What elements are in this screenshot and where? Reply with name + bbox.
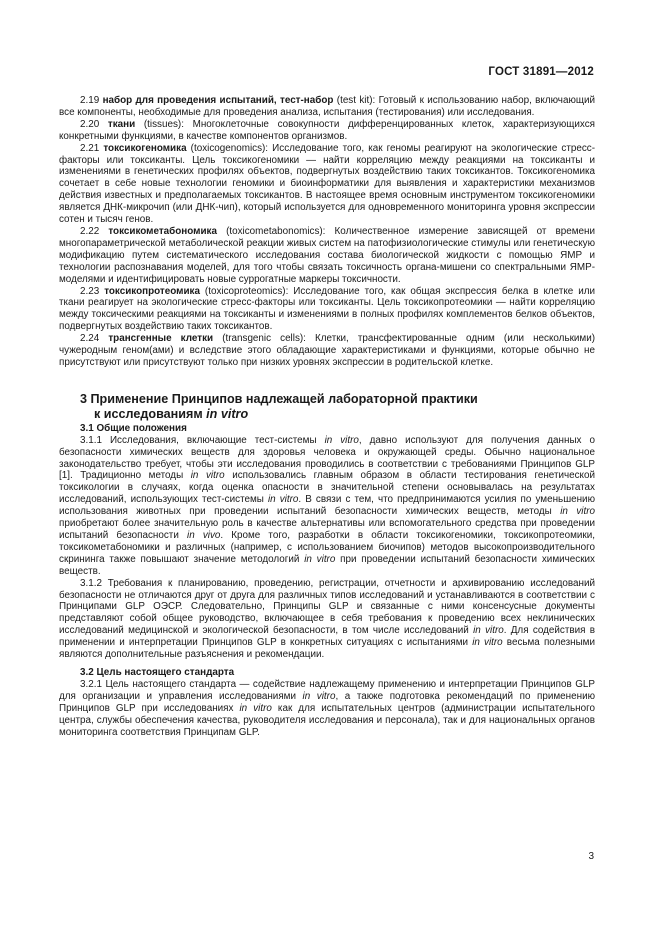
paragraph-3-1-1: 3.1.1 Исследования, включающие тест-системы in vitro, давно используют для получения данных о безопасности химических веществ для здоровья человека и окружающей среды. Обычно национальное законодательство требует, чтобы эти исследования проводились в соответствии с требованиями Принципов GLP [1]. Традиционно методы in vitro использовались главным образом в области тестирования генетической токсикологии в случаях, когда оценка опасности в значительной степени основывалась на результатах исследований, использующих тест-системы in vitro. В связи с тем, что предпринимаются усилия по уменьшению использования животных при проведении испытаний безопасности химических веществ, методы in vitro приобретают более значительную роль в качестве альтернативы или вспомогательного средства при проведении испытаний безопасности in vivo. Кроме того, разработки в области токсикогеномики, токсикопротеомики, токсикометабономики и различных (например, с использованием биочипов) методов высокопроизводительного скрининга также повышают значение методологий in vitro при проведении испытаний безопасности химических веществ. bbox=[59, 434, 596, 577]
definition-2-21: 2.21 токсикогеномика (toxicogenomics): Исследование того, как геномы реагируют на экологические стресс-факторы или токсиканты. Цель токсикогеномики — найти корреляцию между реакциями на токсиканты и изменениями в генетических профилях объектов, подвергнутых воздействию таких токсикантов. Токсикогеномика сочетает в себе новые технологии геномики и биоинформатики для выявления и характеристики механизмов действия известных и предполагаемых токсикантов. В настоящее время основным инструментом токсикогеномики является ДНК-микрочип (или ДНК-чип), который используется для одновременного мониторинга уровня экспрессии сотен и тысяч генов. bbox=[59, 142, 595, 226]
definition-2-22: 2.22 токсикометабономика (toxicometabonomics): Количественное измерение зависящей от времени многопараметрической метаболической реакции живых систем на патофизиологические стимулы или генетическую модификацию путем систематического исследования состава биологической жидкости с помощью ЯМР и технологии распознавания моделей, для того чтобы связать токсичность органа-мишени со спектральными ЯМР-моделями и идентифицировать новые суррогатные маркеры токсичности. bbox=[59, 225, 595, 285]
term: набор для проведения испытаний, тест-набор bbox=[102, 95, 334, 106]
definition-2-20: 2.20 ткани (tissues): Многоклеточные совокупности дифференцированных клеток, характеризующихся конкретными функциями, в качестве компонентов организмов. bbox=[59, 118, 596, 142]
term: ткани bbox=[107, 118, 136, 130]
definition-2-19: 2.19 набор для проведения испытаний, тест-набор (test kit): Готовый к использованию набор, включающий все компоненты, необходимые для проведения анализа, испытания (тестирования) или исследования. bbox=[59, 95, 596, 118]
term: токсикометабономика bbox=[108, 225, 217, 237]
page-number: 3 bbox=[588, 851, 594, 862]
term: токсикогеномика bbox=[103, 142, 187, 154]
section-3-title: 3 Применение Принципов надлежащей лабораторной практики к исследованиям in vitro bbox=[80, 391, 478, 422]
term: трансгенные клетки bbox=[108, 333, 214, 345]
standard-header: ГОСТ 31891—2012 bbox=[488, 66, 594, 78]
subsection-3-2-heading: 3.2 Цель настоящего стандарта bbox=[80, 666, 235, 678]
term: токсикопротеомика bbox=[104, 285, 200, 297]
definition-2-24: 2.24 трансгенные клетки (transgenic cells): Клетки, трансфектированные одним (или несколькими) чужеродным геном(ами) и вследствие этого обладающие характеристиками и функциями, которые обычно не присутствуют или присутствуют только при низких уровнях экспрессии в родительской клетке. bbox=[59, 333, 596, 368]
document-body bbox=[59, 95, 595, 738]
paragraph-3-1-2: 3.1.2 Требования к планированию, проведению, регистрации, отчетности и архивированию исследований безопасности не отличаются друг от друга для различных типов исследований и устанавливаются в соответствии с Принципами GLP ОЭСР. Следовательно, Принципы GLP и связанные с ними консенсусные документы представляют собой общее руководство, включающее в себя требования к проведению всех неклинических исследований медицинской и экологической безопасности, в том числе исследований in vitro. Для содействия в применении и интерпретации Принципов GLP в конкретных ситуациях с испытаниями in vitro весьма полезными являются дополнительные разъяснения и рекомендации. bbox=[59, 577, 595, 661]
paragraph-3-2-1: 3.2.1 Цель настоящего стандарта — содействие надлежащему применению и интерпретации Принципов GLP для организации и управления исследованиями in vitro, а также подготовка рекомендаций по применению Принципов GLP при исследованиях in vitro как для испытательных центров (администрации испытательного центра, службы обеспечения качества, руководителя исследования и персонала), так и для национальных органов мониторинга соответствия Принципам GLP. bbox=[59, 678, 595, 738]
subsection-3-1-heading: 3.1 Общие положения bbox=[80, 422, 187, 434]
definition-2-23: 2.23 токсикопротеомика (toxicoproteomics): Исследование того, как общая экспрессия белка в клетке или ткани реагирует на экологические стресс-факторы или токсиканты. Цель токсикопротеомики — найти корреляцию между токсическими реакциями на токсиканты и изменениями в полных профилях комплементов белков объектов, подвергнутых воздействию таких токсикантов. bbox=[59, 285, 596, 333]
